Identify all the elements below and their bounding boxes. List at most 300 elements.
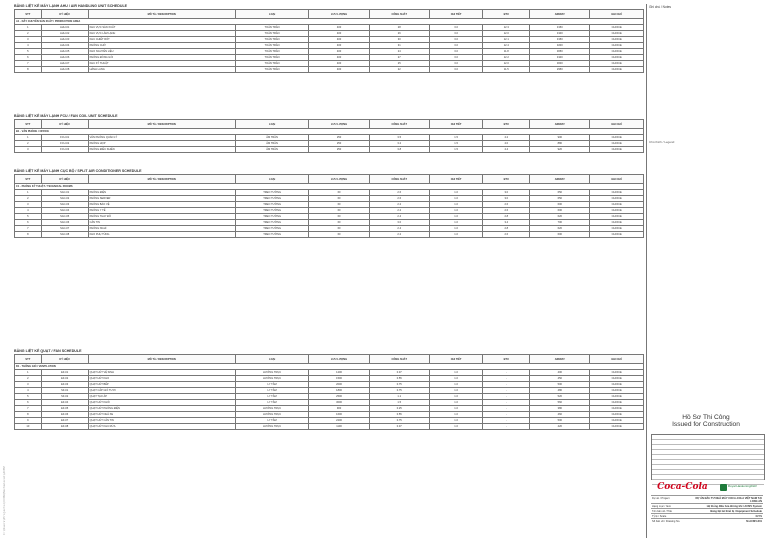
table-cell: 0.75 <box>369 388 429 394</box>
table-cell: CHOICE <box>590 208 644 214</box>
table-cell: 2.2 <box>369 202 429 208</box>
table-cell: 1.0 <box>429 232 483 238</box>
table-cell: 400 <box>530 370 590 376</box>
table-cell: 1 <box>15 370 42 376</box>
table-cell: CHOICE <box>590 147 644 153</box>
field-label: Số bản vẽ / Drawing No. <box>652 519 681 523</box>
table-cell: QUẠT HÚT KHO <box>88 376 235 382</box>
table-cell: KHU CHIẾT RÓT <box>88 37 235 43</box>
column-header: CHI TIẾT <box>429 10 483 19</box>
table-cell: 60 <box>309 226 369 232</box>
table-cell: 3.0 <box>429 55 483 61</box>
table-cell: 3.0 <box>429 43 483 49</box>
table-cell: CHOICE <box>590 226 644 232</box>
table-cell: QUẠT HÚT NHÀ XE <box>88 412 235 418</box>
table-cell: 12.2 <box>483 55 530 61</box>
section-header: D1 - THÔNG GIÓ / VENTILATION <box>15 364 644 370</box>
column-header: LƯU LƯỢNG <box>309 175 369 184</box>
table-cell: 450 <box>530 376 590 382</box>
table-cell: 2 <box>15 196 42 202</box>
table-cell: 2.6 <box>369 196 429 202</box>
table-cell: CĂN TIN <box>88 220 235 226</box>
table-cell: CHOICE <box>590 43 644 49</box>
table-cell: CHOICE <box>590 382 644 388</box>
table-cell: 3.0 <box>429 37 483 43</box>
table-cell: 1.0 <box>429 382 483 388</box>
table-cell: 12.1 <box>483 37 530 43</box>
table-cell: PHÒNG ĐIỆN <box>88 190 235 196</box>
table-cell: 22 <box>369 67 429 73</box>
table-cell: CHOICE <box>590 190 644 196</box>
table-cell: 0.37 <box>369 370 429 376</box>
table-cell: CHOICE <box>590 31 644 37</box>
table-cell: 24 <box>369 49 429 55</box>
column-header: CÔNG SUẤT <box>369 355 429 364</box>
table-cell: 880 <box>530 141 590 147</box>
table-cell: CHOICE <box>590 141 644 147</box>
table-cell: KHU KỸ THUẬT <box>88 61 235 67</box>
table-cell: - <box>483 424 530 430</box>
table-cell: 3.0 <box>429 49 483 55</box>
table-cell: ÂM TRẦN <box>235 135 309 141</box>
table-cell: 400 <box>309 49 369 55</box>
table-cell: 460 <box>530 412 590 418</box>
table-cell: TREO TƯỜNG <box>235 202 309 208</box>
table-cell: 560 <box>530 400 590 406</box>
table-row <box>15 232 644 238</box>
table-cell: 420 <box>530 424 590 430</box>
schedule-table <box>14 354 644 430</box>
column-header: AIRWAY <box>530 175 590 184</box>
column-header: LƯU LƯỢNG <box>309 355 369 364</box>
field-value: M-ACMV-601 <box>746 519 762 523</box>
table-cell: TREO TƯỜNG <box>235 226 309 232</box>
table-cell: HƯỚNG TRỤC <box>235 424 309 430</box>
table-cell: SAC-05 <box>41 214 88 220</box>
table-cell: 6 <box>15 220 42 226</box>
revision-table <box>651 434 765 480</box>
table-cell: CHOICE <box>590 376 644 382</box>
table-cell: 0.37 <box>369 424 429 430</box>
schedule-title: BẢNG LIỆT KÊ MÁY LẠNH FCU / FAN COIL UNIT SCHEDULE <box>14 114 118 118</box>
table-cell: TOÀN TRẦN <box>235 67 309 73</box>
table-cell: - <box>483 382 530 388</box>
split-schedule <box>14 169 644 238</box>
issue-status-en: Issued for Construction <box>672 421 740 428</box>
table-cell: 31 <box>369 43 429 49</box>
table-cell: ÂM TRẦN <box>235 141 309 147</box>
table-cell: TREO TƯỜNG <box>235 190 309 196</box>
table-cell: 0.75 <box>369 418 429 424</box>
table-cell: QUẠT HÚT VỆ SINH <box>88 370 235 376</box>
legend-heading: Chú thích / Legend <box>649 140 675 144</box>
table-cell: 2 <box>15 31 42 37</box>
table-cell: 9 <box>15 418 42 424</box>
table-cell: TOÀN TRẦN <box>235 31 309 37</box>
table-cell: KHU VỰC SẢN XUẤT <box>88 25 235 31</box>
table-cell: TREO TƯỜNG <box>235 220 309 226</box>
logos <box>651 480 763 494</box>
table-cell: 6 <box>15 400 42 406</box>
table-cell: CHOICE <box>590 196 644 202</box>
table-cell: 1.0 <box>429 208 483 214</box>
table-cell: - <box>483 406 530 412</box>
table-cell: EF-08 <box>41 424 88 430</box>
table-cell: 900 <box>309 406 369 412</box>
table-cell: AHU-02 <box>41 31 88 37</box>
table-cell: 2.4 <box>369 214 429 220</box>
column-header: KÝ HIỆU <box>41 355 88 364</box>
table-cell: 1.0 <box>429 214 483 220</box>
table-cell: TOÀN TRẦN <box>235 25 309 31</box>
table-cell: AHU-06 <box>41 55 88 61</box>
table-cell: CHOICE <box>590 202 644 208</box>
table-cell: SAC-04 <box>41 208 88 214</box>
table-cell: 3.0 <box>369 220 429 226</box>
table-cell: 1100 <box>309 424 369 430</box>
section-header: C1 - PHÒNG KỸ THUẬT / TECHNICAL ROOMS <box>15 184 644 190</box>
column-header: CHI TIẾT <box>429 175 483 184</box>
table-cell: 60 <box>309 214 369 220</box>
table-cell: 4.2 <box>483 135 530 141</box>
table-cell: 1.5 <box>429 147 483 153</box>
table-cell: HƯỚNG TRỤC <box>235 376 309 382</box>
table-cell: 60 <box>309 220 369 226</box>
table-cell: 3100 <box>530 31 590 37</box>
title-block-fields <box>651 495 763 523</box>
table-cell: TOÀN TRẦN <box>235 61 309 67</box>
table-cell: SAC-03 <box>41 202 88 208</box>
table-row <box>15 424 644 430</box>
table-cell: 3050 <box>530 49 590 55</box>
table-cell: EF-06 <box>41 412 88 418</box>
table-cell: 1.1 <box>369 394 429 400</box>
table-cell: KHO PHỤ TÙNG <box>88 232 235 238</box>
column-header: BTU <box>483 355 530 364</box>
column-header: GHI CHÚ <box>590 120 644 129</box>
table-cell: 2.2 <box>369 232 429 238</box>
table-cell: 1500 <box>309 376 369 382</box>
table-cell: 1.0 <box>429 424 483 430</box>
column-header: KÝ HIỆU <box>41 175 88 184</box>
table-cell: 400 <box>309 67 369 73</box>
table-cell: AHU-05 <box>41 49 88 55</box>
table-cell: 2200 <box>309 418 369 424</box>
table-cell: 2.4 <box>369 226 429 232</box>
column-header: GHI CHÚ <box>590 355 644 364</box>
table-cell: 3.8 <box>369 147 429 153</box>
table-cell: 3150 <box>530 37 590 43</box>
table-cell: EF-05 <box>41 406 88 412</box>
table-cell: 11.8 <box>483 49 530 55</box>
table-cell: EF-07 <box>41 418 88 424</box>
schedule-table <box>14 119 644 153</box>
table-cell: 2500 <box>309 394 369 400</box>
table-cell: FCU-03 <box>41 147 88 153</box>
ahu-schedule <box>14 4 644 73</box>
column-header: AIRWAY <box>530 355 590 364</box>
table-cell: 400 <box>309 25 369 31</box>
table-cell: 8 <box>15 412 42 418</box>
column-header: LOẠI <box>235 355 309 364</box>
table-cell: 11.5 <box>483 67 530 73</box>
table-cell: PHÒNG THAY ĐỒ <box>88 214 235 220</box>
table-cell: QUẠT TẠO ÁP <box>88 394 235 400</box>
table-cell: 8 <box>15 67 42 73</box>
table-cell: 60 <box>309 190 369 196</box>
field-value: Hệ thống điều hòa không khí / ACMV System <box>706 504 762 508</box>
table-cell: 480 <box>530 388 590 394</box>
table-cell: CHOICE <box>590 412 644 418</box>
section-header: A1 - DÂY CHUYỀN SẢN XUẤT / PRODUCTION AREA <box>15 19 644 25</box>
table-cell: 4.0 <box>483 141 530 147</box>
column-header: AIRWAY <box>530 10 590 19</box>
table-cell: 1.0 <box>429 220 483 226</box>
schedule-table <box>14 174 644 238</box>
table-cell: 1.5 <box>429 141 483 147</box>
notes-heading: Ghi chú / Notes <box>649 5 671 9</box>
table-cell: SF-01 <box>41 388 88 394</box>
table-cell: 3.0 <box>483 196 530 202</box>
table-cell: - <box>483 400 530 406</box>
table-cell: CHOICE <box>590 406 644 412</box>
table-cell: 3150 <box>530 25 590 31</box>
table-cell: CHOICE <box>590 394 644 400</box>
table-cell: 6 <box>15 55 42 61</box>
table-cell: 400 <box>309 55 369 61</box>
file-path-note: C:\Users\Projects\CCVN\Mechanical\ACMV <box>2 466 6 535</box>
table-cell: 2 <box>15 141 42 147</box>
consultant-logo <box>720 484 757 491</box>
table-cell: HƯỚNG TRỤC <box>235 370 309 376</box>
table-cell: - <box>483 388 530 394</box>
table-cell: CHOICE <box>590 55 644 61</box>
table-cell: 1.0 <box>429 400 483 406</box>
table-cell: EF-01 <box>41 370 88 376</box>
table-cell: 1.0 <box>429 370 483 376</box>
table-cell: SAC-01 <box>41 190 88 196</box>
table-cell: 12.3 <box>483 25 530 31</box>
table-cell: 600 <box>530 202 590 208</box>
table-cell: 5 <box>15 49 42 55</box>
table-cell: 5 <box>15 214 42 220</box>
table-cell: SAC-06 <box>41 220 88 226</box>
schedule-table <box>14 9 644 73</box>
field-label: Tỷ lệ / Scale <box>652 514 667 518</box>
table-cell: 400 <box>309 43 369 49</box>
table-cell: QUẠT CẤP GIÓ TƯƠI <box>88 388 235 394</box>
table-cell: QUẠT HÚT PHÒNG ĐIỆN <box>88 406 235 412</box>
table-cell: 620 <box>530 226 590 232</box>
table-cell: 3100 <box>530 55 590 61</box>
table-cell: PHÒNG ĐIỀU KHIỂN <box>88 147 235 153</box>
table-cell: 1.0 <box>429 190 483 196</box>
column-header: KÝ HIỆU <box>41 10 88 19</box>
table-cell: 27 <box>369 55 429 61</box>
table-cell: EF-02 <box>41 376 88 382</box>
table-cell: 3.0 <box>429 61 483 67</box>
table-cell: CHOICE <box>590 37 644 43</box>
table-cell: 250 <box>309 135 369 141</box>
table-cell: LY TÂM <box>235 394 309 400</box>
column-header: GHI CHÚ <box>590 10 644 19</box>
table-row <box>15 67 644 73</box>
table-cell: 7 <box>15 406 42 412</box>
table-cell: 3 <box>15 202 42 208</box>
table-cell: 8 <box>15 232 42 238</box>
table-cell: TREO TƯỜNG <box>235 196 309 202</box>
table-cell: 60 <box>309 202 369 208</box>
table-cell: PHÒNG BẢO VỆ <box>88 202 235 208</box>
table-cell: HƯỚNG TRỤC <box>235 406 309 412</box>
table-cell: KHU VỰC LÀM LẠNH <box>88 31 235 37</box>
table-cell: TOÀN TRẦN <box>235 49 309 55</box>
table-cell: 900 <box>530 135 590 141</box>
table-cell: 2.8 <box>483 214 530 220</box>
table-cell: 0.75 <box>369 382 429 388</box>
table-cell: 0.25 <box>369 406 429 412</box>
table-cell: CHOICE <box>590 135 644 141</box>
schedule-title: BẢNG LIỆT KÊ MÁY LẠNH CỤC BỘ / SPLIT AIR CONDITIONER SCHEDULE <box>14 169 142 173</box>
table-cell: FCU-02 <box>41 141 88 147</box>
table-cell: CHOICE <box>590 418 644 424</box>
field-label: Dự án / Project <box>652 496 670 500</box>
table-cell: 1.0 <box>429 196 483 202</box>
table-cell: 10 <box>15 424 42 430</box>
table-cell: PHÒNG CHỜ <box>88 43 235 49</box>
table-cell: TOÀN TRẦN <box>235 37 309 43</box>
column-header: STT <box>15 175 42 184</box>
table-cell: PHÒNG SERVER <box>88 196 235 202</box>
table-cell: 700 <box>530 220 590 226</box>
column-header: AIRWAY <box>530 120 590 129</box>
table-cell: 3 <box>15 147 42 153</box>
table-cell: 1.5 <box>369 400 429 406</box>
table-cell: TREO TƯỜNG <box>235 232 309 238</box>
table-cell: 1 <box>15 135 42 141</box>
table-cell: 1.0 <box>429 202 483 208</box>
table-cell: CHOICE <box>590 370 644 376</box>
table-cell: 60 <box>309 232 369 238</box>
table-cell: TREO TƯỜNG <box>235 214 309 220</box>
table-cell: 1.0 <box>429 394 483 400</box>
table-cell: ÂM TRẦN <box>235 147 309 153</box>
table-cell: 3.2 <box>369 141 429 147</box>
column-header: BTU <box>483 120 530 129</box>
table-cell: AHU-07 <box>41 61 88 67</box>
table-cell: 12.4 <box>483 43 530 49</box>
field-value: N.T.S <box>755 514 762 518</box>
table-cell: 650 <box>530 196 590 202</box>
table-cell: 4 <box>15 388 42 394</box>
fan-schedule <box>14 349 644 430</box>
table-cell: CHOICE <box>590 400 644 406</box>
table-cell: 25 <box>369 61 429 67</box>
table-cell: 26 <box>369 31 429 37</box>
table-cell: PHÒNG ĐÓNG GÓI <box>88 55 235 61</box>
column-header: LƯU LƯỢNG <box>309 10 369 19</box>
table-cell: - <box>483 370 530 376</box>
table-cell: 3000 <box>530 61 590 67</box>
schedules-area <box>14 4 644 538</box>
column-header: CÔNG SUẤT <box>369 10 429 19</box>
table-cell: 0.55 <box>369 412 429 418</box>
table-cell: HƯỚNG TRỤC <box>235 412 309 418</box>
table-cell: 2 <box>15 376 42 382</box>
table-cell: 3000 <box>309 400 369 406</box>
table-cell: SF-02 <box>41 394 88 400</box>
table-cell: CHOICE <box>590 388 644 394</box>
table-cell: CHOICE <box>590 220 644 226</box>
title-block-row <box>651 495 763 503</box>
column-header: MÔ TẢ / DESCRIPTION <box>88 355 235 364</box>
field-value: DỰ ÁN ĐẦU TƯ NHÀ MÁY COCA-COLA VIỆT NAM TẠI LONG AN <box>695 496 762 503</box>
table-cell: 1800 <box>309 388 369 394</box>
table-cell: EF-03 <box>41 382 88 388</box>
column-header: STT <box>15 120 42 129</box>
table-cell: 1.0 <box>429 388 483 394</box>
column-header: CÔNG SUẤT <box>369 175 429 184</box>
table-cell: SAC-08 <box>41 232 88 238</box>
table-cell: 30 <box>369 37 429 43</box>
table-cell: 600 <box>530 208 590 214</box>
column-header: MÔ TẢ / DESCRIPTION <box>88 120 235 129</box>
column-header: MÔ TẢ / DESCRIPTION <box>88 175 235 184</box>
table-cell: AHU-04 <box>41 43 88 49</box>
field-label: Hạng mục / Item <box>652 504 672 508</box>
table-cell: PHÒNG Y TẾ <box>88 208 235 214</box>
client-logo: Coca-Cola <box>657 482 708 492</box>
table-cell: 1.0 <box>429 412 483 418</box>
table-cell: LY TÂM <box>235 418 309 424</box>
table-cell: 3.0 <box>429 25 483 31</box>
table-cell: CHOICE <box>590 25 644 31</box>
table-cell: SAC-07 <box>41 226 88 232</box>
table-cell: QUẠT HÚT KHÓI <box>88 400 235 406</box>
table-cell: TOÀN TRẦN <box>235 55 309 61</box>
consultant-logo-text: Royal HaskoningDHV <box>727 484 757 489</box>
table-cell: 2950 <box>530 67 590 73</box>
table-cell: 4 <box>15 43 42 49</box>
table-cell: LY TÂM <box>235 400 309 406</box>
table-cell: 2.6 <box>369 190 429 196</box>
title-block <box>646 4 765 538</box>
table-cell: 3.5 <box>369 135 429 141</box>
column-header: BTU <box>483 10 530 19</box>
table-cell: KHO NGUYÊN LIỆU <box>88 49 235 55</box>
table-cell: 1.0 <box>429 376 483 382</box>
schedule-title: BẢNG LIỆT KÊ QUẠT / FAN SCHEDULE <box>14 349 82 353</box>
table-cell: 3 <box>15 382 42 388</box>
table-cell: 12.0 <box>483 31 530 37</box>
table-cell: AHU-01 <box>41 25 88 31</box>
table-cell: 380 <box>530 406 590 412</box>
table-cell: CHOICE <box>590 424 644 430</box>
table-cell: 12.0 <box>483 61 530 67</box>
column-header: LOẠI <box>235 10 309 19</box>
table-cell: - <box>483 412 530 418</box>
table-cell: 2.6 <box>483 208 530 214</box>
table-cell: PHÒNG NGHỈ <box>88 226 235 232</box>
table-cell: 400 <box>309 61 369 67</box>
table-cell: 60 <box>309 208 369 214</box>
table-cell: 1.0 <box>429 418 483 424</box>
column-header: LOẠI <box>235 175 309 184</box>
table-cell: - <box>483 418 530 424</box>
column-header: CÔNG SUẤT <box>369 120 429 129</box>
table-cell: 7 <box>15 61 42 67</box>
table-cell: 3.4 <box>483 220 530 226</box>
